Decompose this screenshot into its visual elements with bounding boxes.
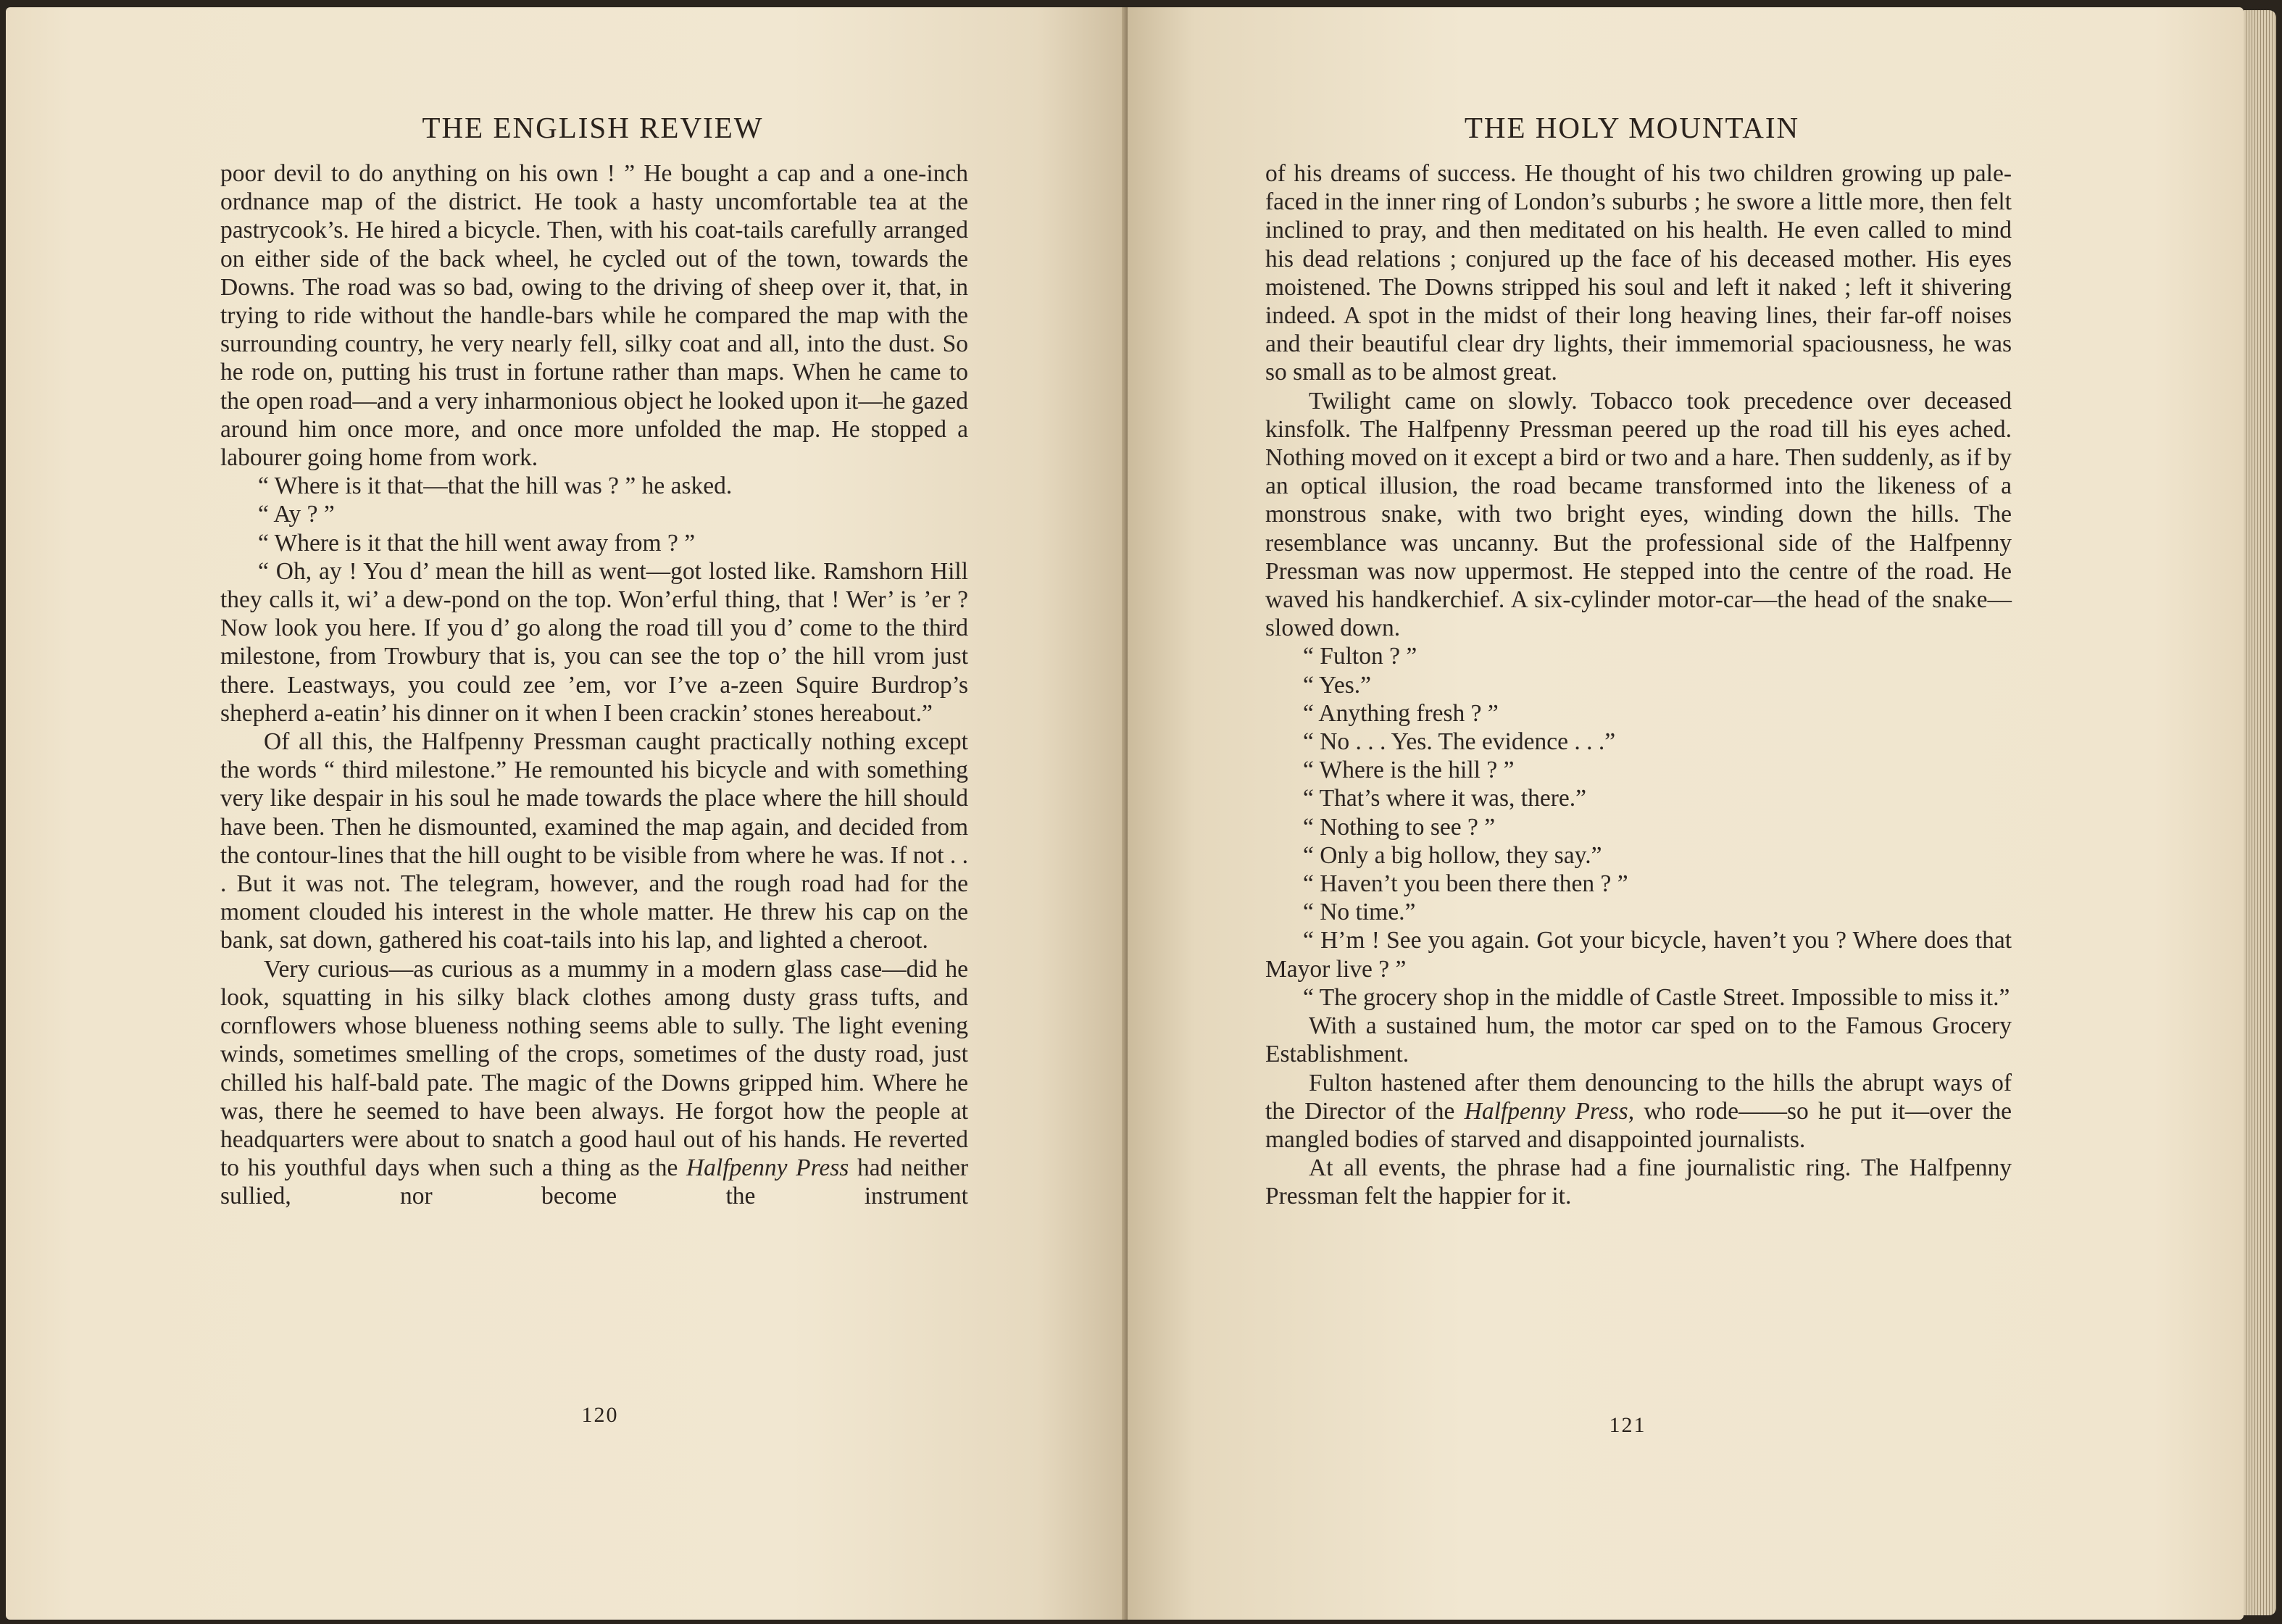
paragraph: Very curious—as curious as a mummy in a modern glass case—did he look, squatting in his silky black clothes among dusty grass tufts, and cornflowers whose blueness nothing seems able to sully. The light evening winds, sometimes smelling of the crops, sometimes of the dusty road, just chilled his half-bald pate. The magic of the Downs gripped him. Where he was, there he seemed to have been always. He forgot how the people at headquarters were about to snatch a good haul out of his hands. He reverted to his youthful days when such a thing as the Halfpenny Press had neither sullied, nor become the instrument [220, 955, 968, 1210]
paragraph: “ H’m ! See you again. Got your bicycle, haven’t you ? Where does that Mayor live ? ” [1265, 927, 2012, 983]
paragraph: “ Only a big hollow, they say.” [1303, 841, 1602, 869]
paragraph: “ Anything fresh ? ” [1303, 699, 1499, 727]
paragraph: “ Oh, ay ! You d’ mean the hill as went—got losted like. Ramshorn Hill they calls it, wi’ a dew-pond on the top. Won’erful thing, that ! Wer’ is ’er ? Now look you here. If you d’ go along the road till you d’ come to the third milestone, from Trowbury that is, you can see the top o’ the hill vrom just there. Leastways, you could zee ’em, vor I’ve a-zeen Squire Burdrop’s shepherd a-eatin’ his dinner on it when I been crackin’ stones hereabout.” [220, 557, 968, 727]
left-page [6, 7, 1128, 1620]
paragraph: “ Haven’t you been there then ? ” [1303, 870, 1628, 898]
paragraph: At all events, the phrase had a fine journalistic ring. The Halfpenny Pressman felt the happier for it. [1265, 1154, 2012, 1210]
paragraph: “ No . . . Yes. The evidence . . .” [1303, 728, 1616, 756]
left-page-text [220, 159, 968, 1211]
paragraph: “ That’s where it was, there.” [1303, 785, 1586, 812]
right-page [1128, 7, 2244, 1620]
paragraph: poor devil to do anything on his own ! ” He bought a cap and a one-inch ordnance map of the district. He took a hasty uncomfortable tea at the pastrycook’s. He hired a bicycle. Then, with his coat-tails carefully arranged on either side of the back wheel, he cycled out of the town, towards the Downs. The road was so bad, owing to the driving of sheep over it, that, in trying to ride without the handle-bars while he compared the map with the surrounding country, he very nearly fell, silky coat and all, into the dust. So he rode on, putting his trust in fortune rather than maps. When he came to the open road—and a very inharmonious object he looked upon it—he gazed around him once more, and once more unfolded the map. He stopped a labourer going home from work. [220, 160, 968, 472]
paragraph: “ Ay ? ” [258, 501, 335, 528]
paragraph: With a sustained hum, the motor car sped on to the Famous Grocery Establishment. [1265, 1012, 2012, 1068]
paragraph: “ Where is the hill ? ” [1303, 757, 1515, 784]
paragraph: of his dreams of success. He thought of his two children growing up pale-faced in the inner ring of London’s suburbs ; he swore a little more, then felt inclined to pray, and then meditated on his health. He even called to mind his dead relations ; conjured up the face of his deceased mother. His eyes moistened. The Downs stripped his soul and left it naked ; left it shivering indeed. A spot in the midst of their long heaving lines, their far-off noises and their beautiful clear dry lights, their immemorial spaciousness, he was so small as to be almost great. [1265, 160, 2012, 386]
paragraph: Twilight came on slowly. Tobacco took precedence over deceased kinsfolk. The Halfpenny Pressman peered up the road till his eyes ached. Nothing moved on it except a bird or two and a hare. Then suddenly, as if by an optical illusion, the road became transformed into the likeness of a monstrous snake, with two bright eyes, winding down the hills. The resemblance was uncanny. But the professional side of the Halfpenny Pressman was now uppermost. He stepped into the centre of the road. He waved his handkerchief. A six-cylinder motor-car—the head of the snake—slowed down. [1265, 387, 2012, 642]
paragraph: “ Yes.” [1303, 671, 1371, 699]
paragraph: “ Fulton ? ” [1303, 643, 1417, 670]
left-running-head: THE ENGLISH REVIEW [422, 111, 764, 144]
right-page-text [1265, 159, 2012, 1211]
left-page-number: 120 [581, 1403, 619, 1427]
page-edges [2244, 10, 2276, 1615]
paragraph: “ No time.” [1303, 899, 1416, 926]
paragraph: “ Nothing to see ? ” [1303, 813, 1496, 841]
right-running-head: THE HOLY MOUNTAIN [1464, 111, 1800, 144]
paragraph: Fulton hastened after them denouncing to the hills the abrupt ways of the Director of the Halfpenny Press, who rode——so he put it—over the mangled bodies of starved and disappointed journalists. [1265, 1069, 2012, 1153]
paragraph: Of all this, the Halfpenny Pressman caught practically nothing except the words “ third milestone.” He remounted his bicycle and with something very like despair in his soul he made towards the place where the hill should have been. Then he dismounted, examined the map again, and decided from the contour-lines that the hill ought to be visible from where he was. If not . . . But it was not. The telegram, however, and the rough road had for the moment clouded his interest in the whole matter. He threw his cap on the bank, sat down, gathered his coat-tails into his lap, and lighted a cheroot. [220, 728, 968, 954]
paragraph: “ Where is it that the hill went away from ? ” [258, 529, 696, 557]
paragraph: “ The grocery shop in the middle of Castle Street. Impossible to miss it.” [1303, 983, 2010, 1011]
right-page-number: 121 [1609, 1413, 1646, 1437]
paragraph: “ Where is it that—that the hill was ? ” he asked. [258, 472, 733, 500]
